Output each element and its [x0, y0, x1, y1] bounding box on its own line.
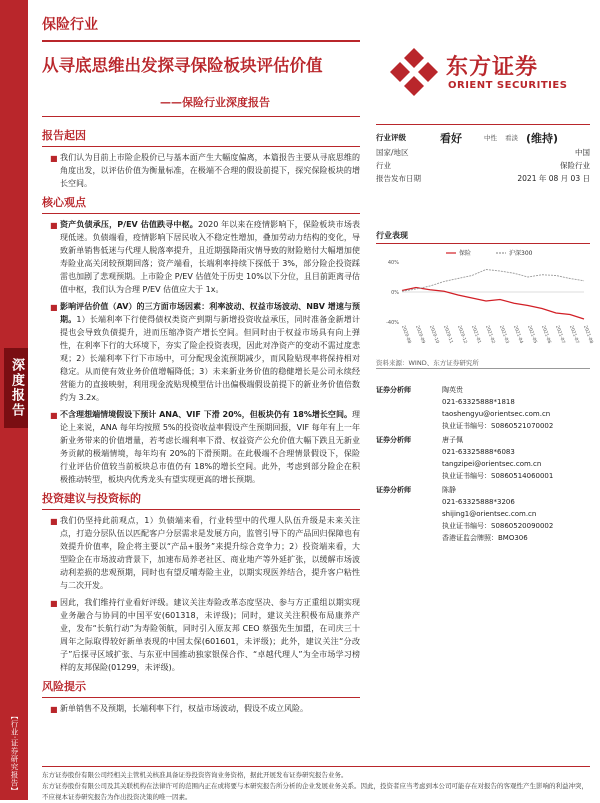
report-title: 从寻底思维出发探寻保险板块评估价值	[42, 56, 323, 75]
analyst-name: 陶英贵	[442, 386, 463, 394]
info-panel	[376, 124, 590, 185]
legend-label: 保险	[459, 250, 472, 257]
bullet-icon: ■	[50, 411, 58, 420]
chart-source: 资料来源：WIND、东方证券研究所	[376, 359, 479, 367]
y-tick-label: -40%	[386, 320, 399, 326]
x-tick-label: 2021-04	[512, 324, 524, 345]
orient-logo-icon	[388, 46, 440, 98]
bullet-icon: ■	[50, 303, 58, 312]
disclaimer-line: 东方证券股份有限公司及其关联机构在法律许可的范围内正在或将要与本研究报告所分析的企业发展业务关系。因此，投资者应当考虑到本公司可能存在对报告的客观性产生影响的利益冲突，不应视本证券研究报告为作出投资决策的唯一因素。	[42, 782, 588, 801]
section-title: 风险提示	[42, 680, 86, 693]
series-line-1	[402, 270, 584, 292]
rating-hold: (维持)	[526, 131, 559, 145]
analyst-role: 证券分析师	[376, 486, 411, 494]
analyst-hk-license: 香港证监会牌照：BMO306	[442, 534, 528, 542]
analyst-name: 陈静	[442, 486, 456, 494]
analyst-entry	[376, 484, 590, 544]
logo-name-cn: 东方证券	[446, 55, 539, 80]
paragraph: ■ 资产负债承压，P/EV 估值跌寻中枢。2020 年以来在疫情影响下，保险板块市场表现低迷。负债端看，疫情影响下居民收入不稳定性增加，叠加劳动力结构的变化，导致新单销售低迷与代理人脱落率提升，且近期强降雨灾情导致的财险赔付大幅增加使寿险业高关闭较预期回落；资产端看，长端利率持续下探低于 3%，部分险企投资踩雷也加剧了悲观预期。上市险企 P/EV 估值处于历史 10%以下分位，且目前距离寻估值中枢，我们认为合理 P/EV 估值应大于 1x。	[50, 220, 360, 294]
x-tick-label: 2021-06	[540, 324, 552, 345]
info-row: 报告发布日期 2021 年 08 月 03 日	[376, 174, 590, 183]
report-type-tag: 深度报告	[4, 348, 28, 428]
section-divider	[42, 146, 360, 147]
y-tick-label: 0%	[391, 290, 399, 296]
bullet-icon: ■	[50, 154, 58, 163]
bullet-icon: ■	[50, 599, 58, 608]
x-tick-label: 2021-07	[568, 324, 580, 345]
rating-label: 行业评级	[376, 133, 406, 142]
analyst-email[interactable]: tangzipei@orientsec.com.cn	[442, 460, 542, 468]
info-row: 国家/地区 中国	[376, 148, 590, 157]
industry-rating	[376, 124, 590, 146]
report-subtitle: ——保险行业深度报告	[160, 96, 270, 109]
bullet-icon: ■	[50, 705, 58, 714]
header-divider	[42, 40, 360, 42]
y-tick-label: 40%	[387, 260, 399, 266]
footer-divider	[42, 766, 590, 767]
section-title: 报告起因	[42, 129, 86, 142]
analyst-list	[376, 384, 590, 546]
paragraph: ■ 因此，我们维持行业看好评级。建议关注寿险改革态度坚决、参与方正重组以期实现业务融合与协同的中国平安(601318，未评级)；同时，建议关注积极布局康养产业，发布“长航行动”为寿险领航，同时引入原友邦 CEO 蔡强先生加盟，在司庆三十周年之际取得较好新单表现的中国太保(601601，未评级)；此外，建议关注“分改子”后探寻区域扩张、与东亚中国推动独家银保合作、“卓越代理人”为全市场学习榜样的友邦保险(01299，未评级)。	[50, 598, 360, 672]
title-divider	[42, 116, 360, 117]
info-row: 行业 保险行业	[376, 161, 590, 170]
section-divider	[42, 697, 360, 698]
chart-title: 行业表现	[376, 231, 408, 240]
disclaimer-line: 东方证券股份有限公司经相关主管机关核准具备证券投资咨询业务资格，据此开展发布证券研究报告业务。	[42, 771, 348, 779]
x-tick-label: 2021-07	[554, 324, 566, 345]
section-investment	[42, 490, 360, 674]
analyst-name: 唐子佩	[442, 436, 463, 444]
source-divider	[376, 368, 590, 369]
x-tick-label: 2021-08	[582, 324, 594, 345]
x-tick-label: 2020-12	[456, 324, 468, 345]
x-tick-label: 2021-01	[470, 324, 482, 345]
analyst-license: 执业证书编号：S0860520090002	[442, 522, 554, 530]
analyst-phone: 021-63325888*1818	[442, 398, 515, 406]
x-tick-label: 2020-09	[414, 324, 426, 345]
x-tick-label: 2021-02	[484, 324, 496, 345]
analyst-role: 证券分析师	[376, 436, 411, 444]
logo-name-en: ORIENT SECURITIES	[448, 80, 568, 91]
bullet-icon: ■	[50, 517, 58, 526]
rating-neutral: 中性	[484, 134, 497, 142]
analyst-email[interactable]: shijing1@orientsec.com.cn	[442, 510, 537, 518]
rating-negative: 看淡	[505, 134, 518, 142]
x-tick-label: 2021-05	[526, 324, 538, 345]
analyst-license: 执业证书编号：S0860514060001	[442, 472, 554, 480]
section-reason	[42, 127, 360, 190]
industry-category: 保险行业	[42, 17, 98, 33]
analyst-email[interactable]: taoshengyu@orientsec.com.cn	[442, 410, 551, 418]
paragraph: ■ 新单销售不及预期，长端利率下行，权益市场波动，假设不成立风险。	[50, 704, 308, 714]
paragraph: ■ 不含理想端情境假设下预计 ANA、VIF 下滑 20%，但板块仍有 18%增长空间。理论上来说，ANA 每年均按照 5%的投资收益率假设产生预期回报，VIF 每年有上一年新业务带来的价值增量，若考虑长端利率下滑、权益资产公允价值大幅下跌且无新业务贡献的极端情境，每年均有 20%的下滑预期。在此极端不合理情景假设下，保险行业评估价值较当前板块总市值仍有 18%的增长空间。此外，考虑到部分险企在积极推动转型，板块内优秀龙头有望实现更高的增长预期。	[50, 410, 360, 484]
industry-performance-chart	[376, 246, 594, 356]
analyst-role: 证券分析师	[376, 386, 411, 394]
x-tick-label: 2020-08	[400, 324, 412, 345]
bullet-icon: ■	[50, 221, 58, 230]
section-divider	[42, 509, 360, 510]
section-core-views	[42, 194, 360, 486]
section-title: 投资建议与投资标的	[42, 492, 141, 505]
chart-divider	[376, 243, 590, 244]
paragraph: ■ 我们仍坚持此前观点，1）负债端来看，行业转型中的代理人队伍升级是未来关注点，打造分层队伍以匹配客户分层需求是发展方向，监管引导下的产品回归保障也有效提升价值率，险企将主要以“产品+服务”来提升综合竞争力；2）投资端来看，大型险企在市场波动背景下，加速布局养老社区、商业地产等外延扩张，以缓解市场波动利差损的悲观预期，同时也有望反哺寿险主业，以期实现医养结合，提升客户粘性与二次开发。	[50, 516, 360, 590]
analyst-entry	[376, 384, 590, 432]
rating-value: 看好	[440, 131, 462, 145]
disclaimer	[42, 770, 590, 803]
section-divider	[42, 213, 360, 214]
section-title: 核心观点	[42, 196, 86, 209]
legend-label: 沪深300	[509, 250, 533, 257]
main-content	[42, 124, 360, 719]
analyst-license: 执业证书编号：S0860521070002	[442, 422, 554, 430]
analyst-phone: 021-63325888*6083	[442, 448, 515, 456]
section-risk	[42, 678, 360, 715]
x-tick-label: 2020-11	[442, 324, 454, 345]
paragraph: ■ 我们认为目前上市险企股价已与基本面产生大幅度偏离，本篇报告主要从寻底思维的角度出发，以评估价值为衡量标准，在极端不合理的假设前提下，探究保险板块的增长空间。	[50, 153, 360, 188]
series-tag: 【行业·证券研究报告】	[10, 712, 19, 795]
paragraph: ■ 影响评估价值（AV）的三方面市场因素：利率波动、权益市场波动、NBV 增速与预期。1）长端利率下行使得债权类资产到期与新增投资收益承压，同时准备金新增计提也会导致负债提升，进而压缩净资产增长空间。但同时由于权益市场具有向上弹性，在利率下行的大环境下，夯实了险企投资表现，因此对净资产的变动不需过度悲观；2）长端利率下行下市场中，可分配现金流预期减少，而风险贴现率将保持相对稳定。从而使有效业务价值增幅降低；3）未来新业务价值的稳健增长是公司永续经营能力的直接映射，利用现金流贴现模型估计出偏极端假设前提下的新业务价值倍数约为 3.2x。	[50, 302, 360, 402]
company-logo	[388, 46, 588, 106]
analyst-phone: 021-63325888*3206	[442, 498, 515, 506]
x-tick-label: 2021-03	[498, 324, 510, 345]
analyst-entry	[376, 434, 590, 482]
x-tick-label: 2020-10	[428, 324, 440, 345]
